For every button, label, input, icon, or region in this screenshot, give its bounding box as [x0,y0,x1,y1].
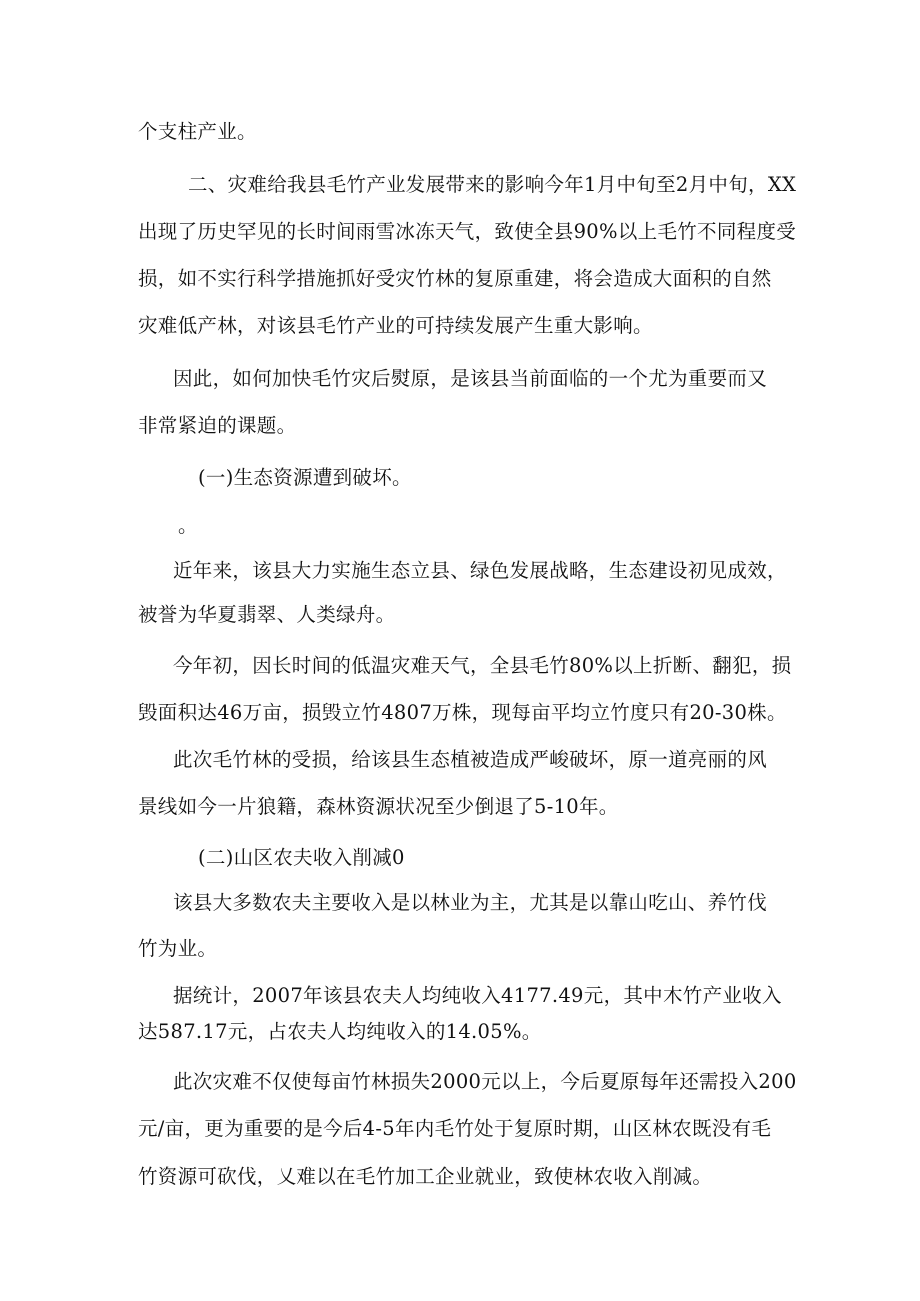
text-line: 个支柱产业。 [138,120,257,143]
text-line: 因此，如何加快毛竹灾后熨原，是该县当前面临的一个尤为重要而又 [173,367,768,390]
text-line: 该县大多数农夫主要收入是以林业为主，尤其是以靠山吃山、养竹伐 [173,891,768,914]
text-line: 据统计，2007年该县农夫人均纯收入4177.49元，其中木竹产业收入 [173,984,782,1007]
text-line: 被誉为华夏翡翠、人类绿舟。 [138,603,396,626]
text-line: 灾难低产林，对该县毛竹产业的可持续发展产生重大影响。 [138,314,653,337]
text-line: 。 [178,514,198,537]
text-line: 损，如不实行科学措施抓好受灾竹林的复原重建，将会造成大面积的自然 [138,267,772,290]
text-line: 竹为业。 [138,937,218,960]
text-line: 今年初，因长时间的低温灾难天气，全县毛竹80%以上折断、翻犯，损 [173,654,792,677]
subsection-heading: (一)生态资源遭到破坏。 [198,466,412,489]
subsection-heading: (二)山区农夫收入削减0 [198,846,405,869]
text-line: 近年来，该县大力实施生态立县、绿色发展战略，生态建设初见成效， [173,559,787,582]
text-line: 景线如今一片狼籍，森林资源状况至少倒退了5-10年。 [138,795,619,818]
text-line: 毁面积达46万亩，损毁立竹4807万株，现每亩平均立竹度只有20-30株。 [138,701,787,724]
text-line: 非常紧迫的课题。 [138,414,297,437]
text-line: 出现了历史罕见的长时间雨雪冰冻天气，致使全县90%以上毛竹不同程度受 [138,220,797,243]
text-line: 达587.17元，占农夫人均纯收入的14.05%。 [138,1020,542,1043]
section-heading: 二、灾难给我县毛竹产业发展带来的影响今年1月中旬至2月中旬，XX [188,173,797,196]
text-line: 竹资源可砍伐，乂难以在毛竹加工企业就业，致使林农收入削减。 [138,1165,713,1188]
text-line: 此次毛竹林的受损，给该县生态植被造成严峻破坏，原一道亮丽的风 [173,748,768,771]
text-line: 此次灾难不仅使每亩竹林损失2000元以上，今后夏原每年还需投入200 [173,1070,797,1093]
text-line: 元/亩，更为重要的是今后4-5年内毛竹处于复原时期，山区林农既没有毛 [138,1117,772,1140]
